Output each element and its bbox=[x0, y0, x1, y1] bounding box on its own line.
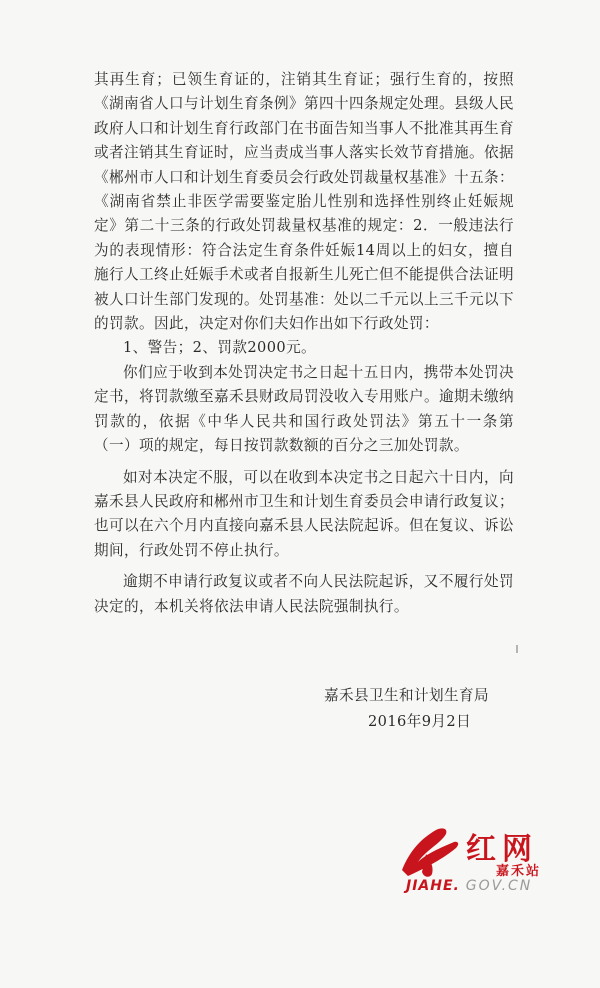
brand-name: 红网 bbox=[466, 832, 538, 867]
issuer-name: 嘉禾县卫生和计划生育局 bbox=[324, 687, 489, 704]
brand-url-main: JIAHE. bbox=[406, 878, 460, 894]
issue-date: 2016年9月2日 bbox=[368, 713, 472, 730]
watermark-logo bbox=[396, 820, 566, 900]
paragraph-payment: 你们应于收到本处罚决定书之日起十五日内，携带本处罚决定书，将罚款缴至嘉禾县财政局罚没收入专用账户。逾期未缴纳罚款的，依据《中华人民共和国行政处罚法》第五十一条第（一）项的规定，每日按罚款数额的百分之三加处罚款。 bbox=[94, 363, 514, 455]
brand-url bbox=[406, 878, 532, 894]
scan-speck bbox=[516, 645, 518, 653]
paragraph-legal-basis: 其再生育；已领生育证的，注销其生育证；强行生育的，按照《湖南省人口与计划生育条例》第四十四条规定处理。县级人民政府人口和计划生育行政部门在书面告知当事人不批准其再生育或者注销其生育证时，应当责成当事人落实长效节育措施。依据《郴州市人口和计划生育委员会行政处罚裁量权基准》十五条：《湖南省禁止非医学需要鉴定胎儿性别和选择性别终止妊娠规定》第二十三条的行政处罚裁量权基准的规定：2．一般违法行为的表现情形：符合法定生育条件妊娠14周以上的妇女，擅自施行人工终止妊娠手术或者自报新生儿死亡但不能提供合法证明被人口计生部门发现的。处罚基准：处以二千元以上三千元以下的罚款。因此，决定对你们夫妇作出如下行政处罚： bbox=[94, 71, 514, 333]
paragraph-penalty: 1、警告；2、罚款2000元。 bbox=[123, 339, 317, 357]
brush-stroke-icon bbox=[396, 820, 466, 882]
document-body bbox=[94, 68, 514, 619]
paragraph-enforcement: 逾期不申请行政复议或者不向人民法院起诉，又不履行处罚决定的，本机关将依法申请人民法院强制执行。 bbox=[94, 573, 514, 615]
brand-url-rest: GOV.CN bbox=[465, 878, 533, 894]
paragraph-appeal: 如对本决定不服，可以在收到本决定书之日起六十日内，向嘉禾县人民政府和郴州市卫生和计划生育委员会申请行政复议；也可以在六个月内直接向嘉禾县人民法院起诉。但在复议、诉讼期间，行政处罚不停止执行。 bbox=[94, 468, 514, 559]
brand-station: 嘉禾站 bbox=[496, 864, 542, 879]
